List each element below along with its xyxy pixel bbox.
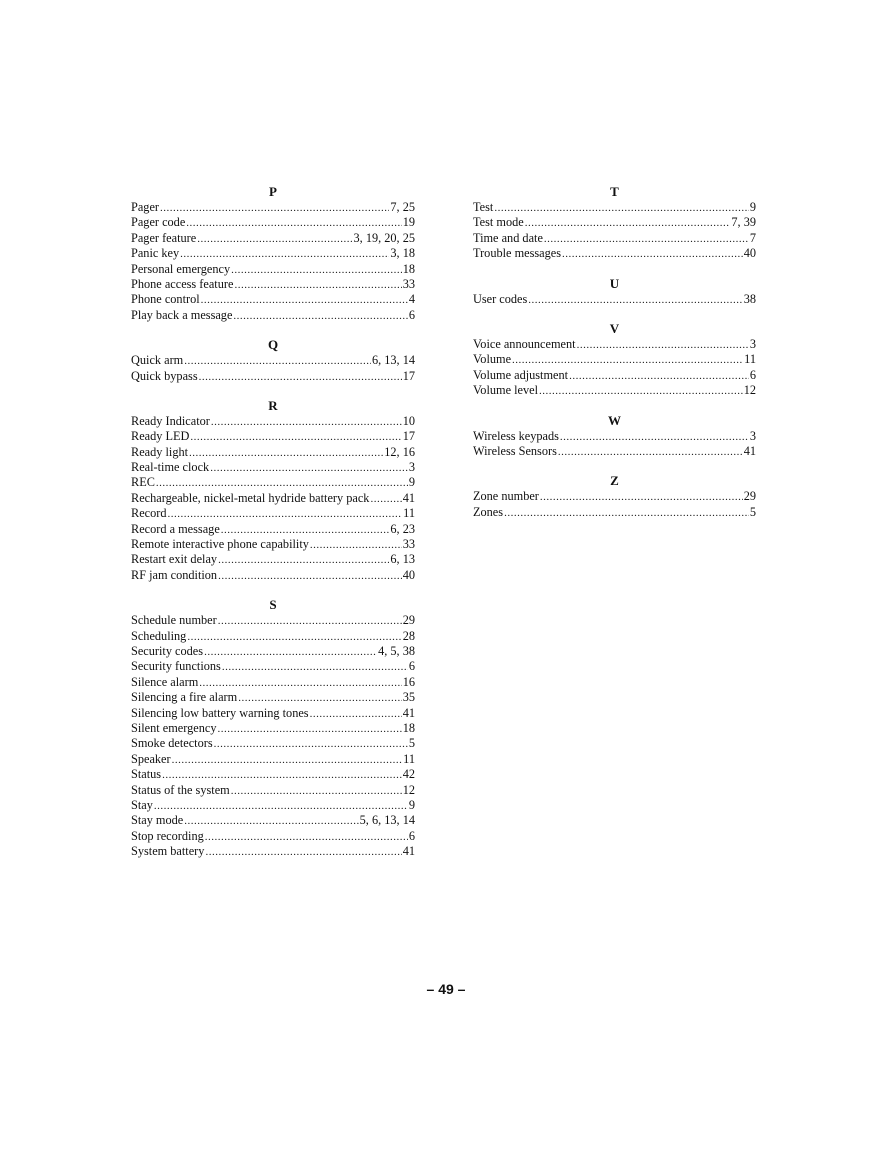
index-entry [131, 475, 415, 490]
index-term: Remote interactive phone capability [131, 537, 309, 552]
index-page-refs: 6 [408, 828, 415, 843]
index-page-refs: 29 [402, 613, 415, 628]
index-term: Stop recording [131, 828, 204, 843]
index-page-refs: 11 [403, 751, 415, 766]
index-page-refs: 6, 23 [390, 521, 415, 536]
index-page-refs: 17 [402, 368, 415, 383]
index-section-r [131, 398, 415, 583]
index-entry [473, 505, 756, 520]
index-page-refs: 12, 16 [384, 444, 415, 459]
dot-leader [205, 829, 408, 845]
dot-leader [234, 277, 401, 293]
index-page-refs: 41 [402, 844, 415, 859]
dot-leader [238, 690, 402, 706]
dot-leader [525, 215, 731, 231]
dot-leader [494, 200, 749, 216]
index-page-refs: 16 [402, 674, 415, 689]
index-term: Status [131, 767, 162, 782]
index-term: Scheduling [131, 628, 187, 643]
index-term: Rechargeable, nickel-metal hydride battery pack [131, 490, 370, 505]
index-page-refs: 3, 19, 20, 25 [353, 230, 415, 245]
dot-leader [528, 292, 742, 308]
index-page-refs: 3 [749, 336, 756, 351]
dot-leader [560, 429, 749, 445]
dot-leader [512, 352, 743, 368]
index-term: Speaker [131, 751, 171, 766]
index-term: Test mode [473, 215, 524, 230]
index-page-refs: 7, 39 [731, 215, 756, 230]
index-entry [473, 444, 756, 459]
index-term: Ready Indicator [131, 413, 210, 428]
index-section-v [473, 321, 756, 399]
index-entry [131, 613, 415, 628]
index-term: Zone number [473, 489, 539, 504]
dot-leader [187, 629, 401, 645]
index-page-refs: 6 [408, 659, 415, 674]
dot-leader [162, 767, 402, 783]
index-entry [131, 629, 415, 644]
index-term: Pager [131, 200, 159, 214]
index-page-refs: 17 [402, 429, 415, 444]
index-entry [131, 429, 415, 444]
index-entry [131, 844, 415, 859]
dot-leader [310, 537, 402, 553]
index-entry [131, 706, 415, 721]
index-term: Personal emergency [131, 261, 231, 276]
dot-leader [540, 489, 743, 505]
dot-leader [211, 414, 402, 430]
index-entry [131, 460, 415, 475]
index-section-q [131, 337, 415, 384]
index-term: User codes [473, 291, 528, 306]
index-page-refs: 11 [744, 352, 756, 367]
index-page-refs: 4 [408, 292, 415, 307]
dot-leader [233, 308, 407, 324]
section-heading: P [269, 184, 277, 199]
index-entry [131, 552, 415, 567]
index-term: Ready LED [131, 429, 190, 444]
index-entry [131, 783, 415, 798]
index-page-refs: 9 [408, 797, 415, 812]
section-heading: R [268, 397, 278, 413]
dot-leader [168, 506, 403, 522]
index-entry [131, 537, 415, 552]
index-term: Schedule number [131, 613, 217, 628]
index-entry [131, 215, 415, 230]
section-heading: W [608, 412, 621, 428]
dot-leader [544, 231, 749, 247]
index-entry [473, 246, 756, 261]
index-term: Volume [473, 352, 512, 367]
index-page-refs: 7, 25 [390, 200, 415, 214]
index-entry [131, 277, 415, 292]
index-page-refs: 35 [402, 690, 415, 705]
index-page-refs: 42 [402, 767, 415, 782]
dot-leader [184, 813, 358, 829]
index-entry [131, 308, 415, 323]
index-page-refs: 5 [749, 504, 756, 519]
index-term: Trouble messages [473, 246, 562, 261]
section-heading: U [609, 275, 620, 291]
index-term: Real-time clock [131, 460, 210, 475]
index-term: Pager code [131, 215, 186, 230]
index-entry [473, 337, 756, 352]
index-page-refs: 6, 13, 14 [371, 353, 415, 368]
index-entry [131, 414, 415, 429]
index-entry [131, 231, 415, 246]
index-entry [131, 491, 415, 506]
index-entry [131, 522, 415, 537]
index-entry [473, 383, 756, 398]
index-page-refs: 18 [402, 261, 415, 276]
index-entry [131, 675, 415, 690]
index-page-refs: 40 [402, 567, 415, 582]
index-entry [131, 262, 415, 277]
index-entry [131, 767, 415, 782]
index-term: Pager feature [131, 230, 197, 245]
index-page-refs: 28 [402, 628, 415, 643]
index-term: Stay mode [131, 813, 184, 828]
index-term: REC [131, 475, 155, 490]
index-page-refs: 5 [408, 736, 415, 751]
index-term: Wireless Sensors [473, 443, 557, 458]
section-heading: Z [610, 473, 619, 489]
index-page-refs: 11 [403, 506, 415, 521]
dot-leader [190, 429, 401, 445]
dot-leader [558, 444, 743, 460]
index-entry [131, 798, 415, 813]
index-page-refs: 9 [408, 475, 415, 490]
dot-leader [154, 798, 408, 814]
index-page-refs: 12 [402, 782, 415, 797]
index-term: Quick bypass [131, 368, 198, 383]
index-section-t [473, 184, 756, 262]
index-column-right [473, 184, 756, 534]
index-term: Zones [473, 504, 504, 519]
index-page-refs: 3 [408, 460, 415, 475]
dot-leader [218, 568, 402, 584]
index-section-u [473, 276, 756, 307]
index-entry [473, 489, 756, 504]
index-term: Panic key [131, 246, 180, 261]
index-entry [131, 200, 415, 215]
dot-leader [231, 262, 402, 278]
index-section-z [473, 473, 756, 520]
index-term: Voice announcement [473, 336, 576, 351]
index-term: Quick arm [131, 353, 184, 368]
index-page-refs: 6 [408, 307, 415, 322]
dot-leader [231, 783, 402, 799]
index-page-refs: 6 [749, 367, 756, 382]
index-term: Silencing a fire alarm [131, 690, 238, 705]
index-page-refs: 41 [743, 443, 756, 458]
index-term: Phone control [131, 292, 200, 307]
index-entry [131, 829, 415, 844]
index-term: Silencing low battery warning tones [131, 705, 309, 720]
index-term: Smoke detectors [131, 736, 213, 751]
index-term: Record a message [131, 521, 220, 536]
dot-leader [214, 736, 408, 752]
index-column-left [131, 184, 415, 873]
dot-leader [370, 491, 401, 507]
index-term: Restart exit delay [131, 552, 218, 567]
index-page-refs: 38 [743, 291, 756, 306]
index-term: Silent emergency [131, 720, 217, 735]
index-page-refs: 41 [402, 490, 415, 505]
index-entry [131, 644, 415, 659]
index-entry [131, 445, 415, 460]
index-section-s [131, 597, 415, 859]
index-entry [131, 721, 415, 736]
dot-leader [204, 644, 377, 660]
index-term: Status of the system [131, 782, 230, 797]
index-term: Test [473, 200, 494, 214]
index-entry [473, 292, 756, 307]
dot-leader [562, 246, 743, 262]
index-entry [131, 659, 415, 674]
index-term: Stay [131, 797, 153, 812]
index-term: Wireless keypads [473, 428, 559, 443]
index-entry [131, 690, 415, 705]
index-term: Time and date [473, 230, 543, 245]
index-term: Volume level [473, 383, 539, 398]
index-entry [131, 506, 415, 521]
dot-leader [205, 844, 401, 860]
index-page-refs: 18 [402, 720, 415, 735]
index-entry [131, 353, 415, 368]
dot-leader [218, 613, 402, 629]
index-page-refs: 33 [402, 537, 415, 552]
index-term: Ready light [131, 444, 189, 459]
index-entry [131, 369, 415, 384]
index-section-p [131, 184, 415, 323]
index-page-refs: 3, 18 [390, 246, 415, 261]
dot-leader [184, 353, 371, 369]
index-page-refs: 3 [749, 428, 756, 443]
index-term: Security codes [131, 643, 204, 658]
index-page-refs: 7 [749, 230, 756, 245]
section-heading: T [610, 184, 619, 199]
index-term: RF jam condition [131, 567, 218, 582]
index-page-refs: 10 [402, 413, 415, 428]
index-page-refs: 29 [743, 489, 756, 504]
dot-leader [210, 460, 408, 476]
dot-leader [186, 215, 401, 231]
index-term: System battery [131, 844, 205, 859]
section-heading: S [269, 597, 277, 613]
index-section-w [473, 413, 756, 460]
index-entry [473, 200, 756, 215]
dot-leader [569, 368, 749, 384]
index-entry [131, 292, 415, 307]
dot-leader [539, 383, 743, 399]
index-term: Play back a message [131, 307, 233, 322]
dot-leader [218, 552, 389, 568]
index-term: Phone access feature [131, 276, 234, 291]
index-entry [473, 215, 756, 230]
dot-leader [180, 246, 389, 262]
dot-leader [222, 659, 408, 675]
index-page-refs: 4, 5, 38 [378, 643, 415, 658]
dot-leader [504, 505, 749, 521]
dot-leader [197, 231, 352, 247]
page-number: – 49 – [426, 981, 466, 997]
section-heading: Q [267, 337, 279, 353]
dot-leader [221, 522, 390, 538]
index-entry [473, 231, 756, 246]
index-page-refs: 33 [402, 276, 415, 291]
dot-leader [189, 445, 383, 461]
dot-leader [172, 752, 403, 768]
index-page-refs: 41 [402, 705, 415, 720]
dot-leader [199, 369, 402, 385]
index-term: Silence alarm [131, 674, 199, 689]
index-entry [473, 352, 756, 367]
section-heading: V [609, 320, 620, 336]
dot-leader [199, 675, 401, 691]
index-page-refs: 6, 13 [390, 552, 415, 567]
index-term: Volume adjustment [473, 367, 569, 382]
dot-leader [310, 706, 402, 722]
index-entry [131, 736, 415, 751]
dot-leader [577, 337, 749, 353]
index-entry [473, 429, 756, 444]
index-term: Record [131, 506, 167, 521]
index-entry [131, 568, 415, 583]
index-entry [131, 813, 415, 828]
index-page-refs: 40 [743, 246, 756, 261]
dot-leader [160, 200, 389, 216]
dot-leader [201, 292, 408, 308]
index-term: Security functions [131, 659, 221, 674]
index-page-refs: 19 [402, 215, 415, 230]
index-entry [473, 368, 756, 383]
index-page-refs: 5, 6, 13, 14 [359, 813, 415, 828]
index-page-refs: 9 [749, 200, 756, 214]
dot-leader [217, 721, 401, 737]
index-page-refs: 12 [743, 383, 756, 398]
index-entry [131, 246, 415, 261]
dot-leader [156, 475, 408, 491]
index-entry [131, 752, 415, 767]
